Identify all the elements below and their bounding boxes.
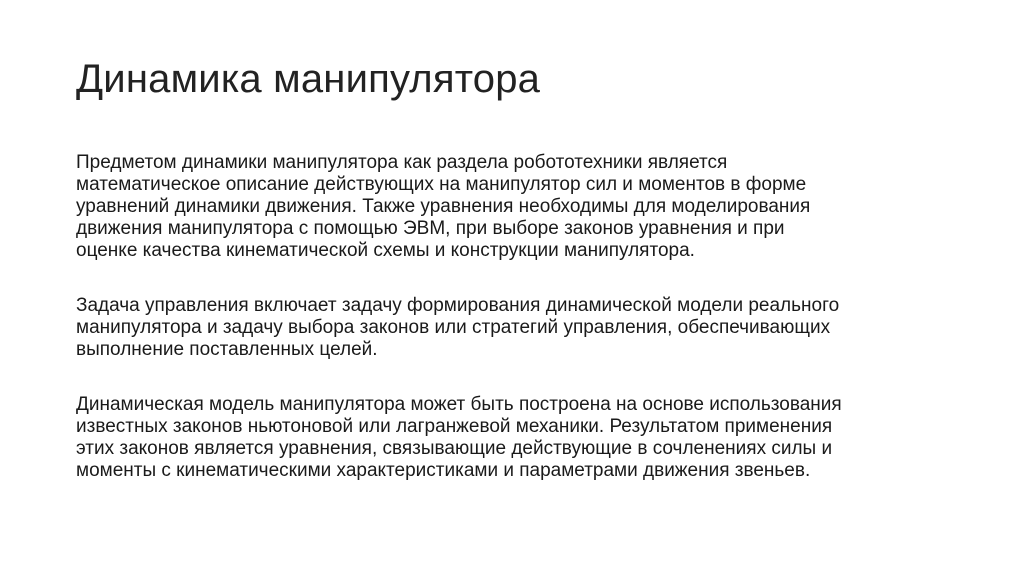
text-line: Предметом динамики манипулятора как раздела робототехники является xyxy=(76,152,728,173)
text-line: моменты с кинематическими характеристиками и параметрами движения звеньев. xyxy=(76,460,811,481)
text-line: математическое описание действующих на манипулятор сил и моментов в форме xyxy=(76,174,807,195)
text-line: известных законов ньютоновой или лагранжевой механики. Результатом применения xyxy=(76,416,833,437)
text-line: выполнение поставленных целей. xyxy=(76,339,378,360)
text-line: оценке качества кинематической схемы и конструкции манипулятора. xyxy=(76,240,695,261)
slide-body xyxy=(76,152,956,482)
text-line: движения манипулятора с помощью ЭВМ, при выборе законов уравнения и при xyxy=(76,218,785,239)
text-line: манипулятора и задачу выбора законов или стратегий управления, обеспечивающих xyxy=(76,317,831,338)
text-line: Задача управления включает задачу формирования динамической модели реального xyxy=(76,295,840,316)
text-line: уравнений динамики движения. Также уравнения необходимы для моделирования xyxy=(76,196,811,217)
text-line: этих законов является уравнения, связывающие действующие в сочленениях силы и xyxy=(76,438,833,459)
paragraph-dynamic-model xyxy=(76,394,956,482)
text-line: Динамическая модель манипулятора может быть построена на основе использования xyxy=(76,394,842,415)
paragraph-control-task xyxy=(76,295,956,361)
slide-title: Динамика манипулятора xyxy=(76,57,541,101)
paragraph-dynamics-subject xyxy=(76,152,956,262)
